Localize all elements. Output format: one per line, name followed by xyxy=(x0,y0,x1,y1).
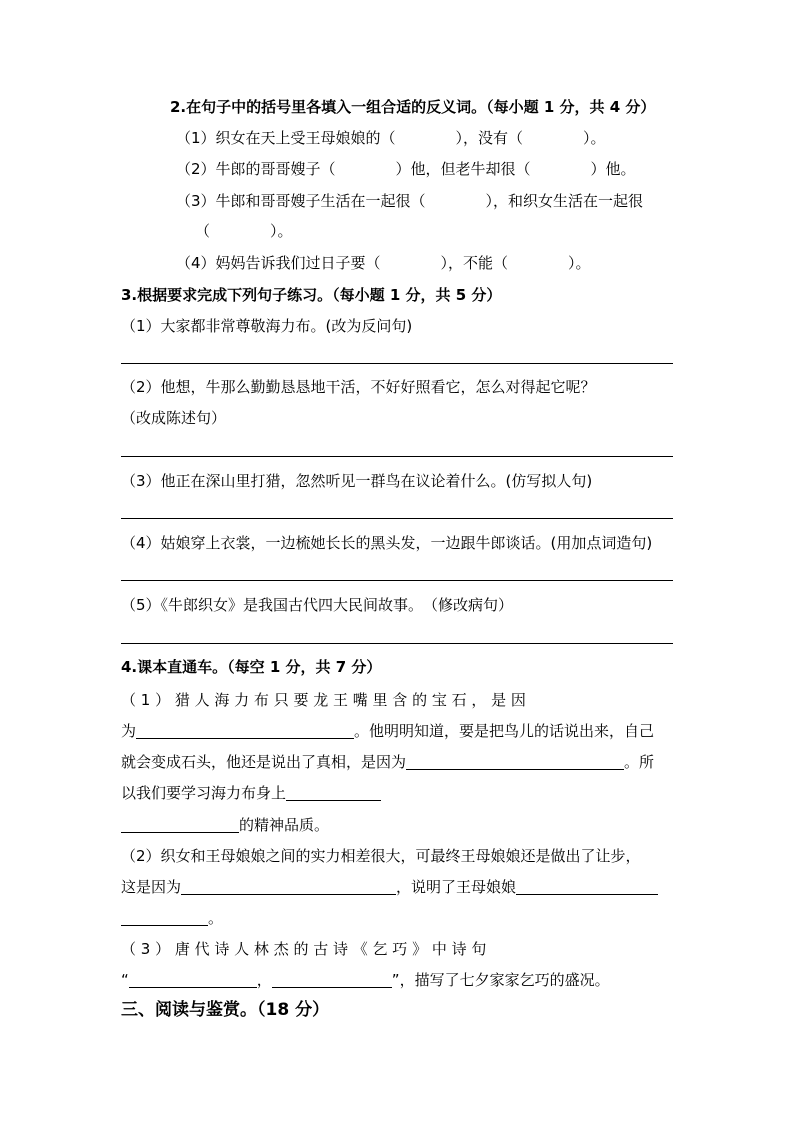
q4-p1-line2-text-a: 为 xyxy=(121,722,137,740)
q4-p2-line2-text-a: 这是因为 xyxy=(121,878,182,896)
q4-title: 4.课本直通车。（每空 1 分，共 7 分） xyxy=(121,658,382,676)
q4-p2-line1: （2）织女和王母娘娘之间的实力相差很大，可最终王母娘娘还是做出了让步， xyxy=(121,847,641,865)
q2-item-3: （3）牛郎和哥哥嫂子生活在一起很（ ），和织女生活在一起很 xyxy=(176,192,644,210)
q3-answer-line-1[interactable] xyxy=(121,363,673,364)
q4-p3-line1: （ 3 ） 唐 代 诗 人 林 杰 的 古 诗 《 乞 巧 》 中 诗 句 xyxy=(121,940,487,958)
q4-blank-3[interactable] xyxy=(286,784,381,801)
q4-p2-line2-text-b: ，说明了王母娘娘 xyxy=(396,878,517,896)
section3-title: 三、阅读与鉴赏。（18 分） xyxy=(121,1000,330,1020)
q4-p1-line4 xyxy=(121,783,381,803)
q4-p1-line5 xyxy=(121,815,329,835)
q4-blank-6[interactable] xyxy=(129,971,257,988)
q4-p1-line2 xyxy=(121,721,654,741)
q2-item-2: （2）牛郎的哥哥嫂子（ ）他，但老牛却很（ ）他。 xyxy=(176,160,636,178)
q2-item-3-cont: （ ）。 xyxy=(195,222,293,240)
q3-item-1: （1）大家都非常尊敬海力布。(改为反问句) xyxy=(121,317,413,335)
q4-p1-line3 xyxy=(121,752,654,772)
q2-title: 2.在句子中的括号里各填入一组合适的反义词。（每小题 1 分，共 4 分） xyxy=(170,98,656,116)
q3-answer-line-2[interactable] xyxy=(121,456,673,457)
q3-title: 3.根据要求完成下列句子练习。（每小题 1 分，共 5 分） xyxy=(121,286,502,304)
q2-item-1: （1）织女在天上受王母娘娘的（ ），没有（ ）。 xyxy=(176,129,606,147)
q4-p3-open-quote: “ xyxy=(121,971,129,989)
q4-blank-2[interactable] xyxy=(406,753,624,770)
q3-item-2-cont: （改成陈述句） xyxy=(121,409,227,427)
q4-blank-1[interactable] xyxy=(136,722,354,739)
q3-item-2: （2）他想，牛那么勤勤恳恳地干活，不好好照看它，怎么对得起它呢？ xyxy=(121,378,596,396)
q4-p2-line3-text: 。 xyxy=(208,909,224,927)
q4-p3-close-text: ”，描写了七夕家家乞巧的盛况。 xyxy=(391,971,610,989)
q4-p2-line3 xyxy=(121,908,223,928)
q2-item-4: （4）妈妈告诉我们过日子要（ ），不能（ ）。 xyxy=(176,254,591,272)
q4-blank-5[interactable] xyxy=(516,878,658,895)
q4-p1-line4-text: 以我们要学习海力布身上 xyxy=(121,784,287,802)
q3-answer-line-4[interactable] xyxy=(121,580,673,581)
q4-p1-line5-text: 的精神品质。 xyxy=(239,816,330,834)
q3-answer-line-3[interactable] xyxy=(121,518,673,519)
q4-blank-7[interactable] xyxy=(272,971,392,988)
q4-p1-line1: （ 1 ） 猎 人 海 力 布 只 要 龙 王 嘴 里 含 的 宝 石 ， 是 因 xyxy=(121,691,526,709)
q4-blank-3-cont[interactable] xyxy=(121,816,239,833)
q4-p2-line2 xyxy=(121,877,658,897)
q3-item-5: （5）《牛郎织女》是我国古代四大民间故事。 （修改病句） xyxy=(121,596,514,614)
q4-p1-line3-text-a: 就会变成石头，他还是说出了真相，是因为 xyxy=(121,753,407,771)
q4-p1-line2-text-b: 。他明明知道，要是把鸟儿的话说出来，自己 xyxy=(354,722,655,740)
q3-item-3: （3）他正在深山里打猎，忽然听见一群鸟在议论着什么。(仿写拟人句) xyxy=(121,472,593,490)
q4-blank-5-cont[interactable] xyxy=(121,909,208,926)
q4-p3-comma: ， xyxy=(256,971,272,989)
q4-p3-line2 xyxy=(121,970,610,990)
q3-item-4: （4）姑娘穿上衣裳，一边梳她长长的黑头发，一边跟牛郎谈话。(用加点词造句) xyxy=(121,534,653,552)
q4-blank-4[interactable] xyxy=(181,878,396,895)
q3-answer-line-5[interactable] xyxy=(121,643,673,644)
q4-p1-line3-text-b: 。所 xyxy=(624,753,655,771)
